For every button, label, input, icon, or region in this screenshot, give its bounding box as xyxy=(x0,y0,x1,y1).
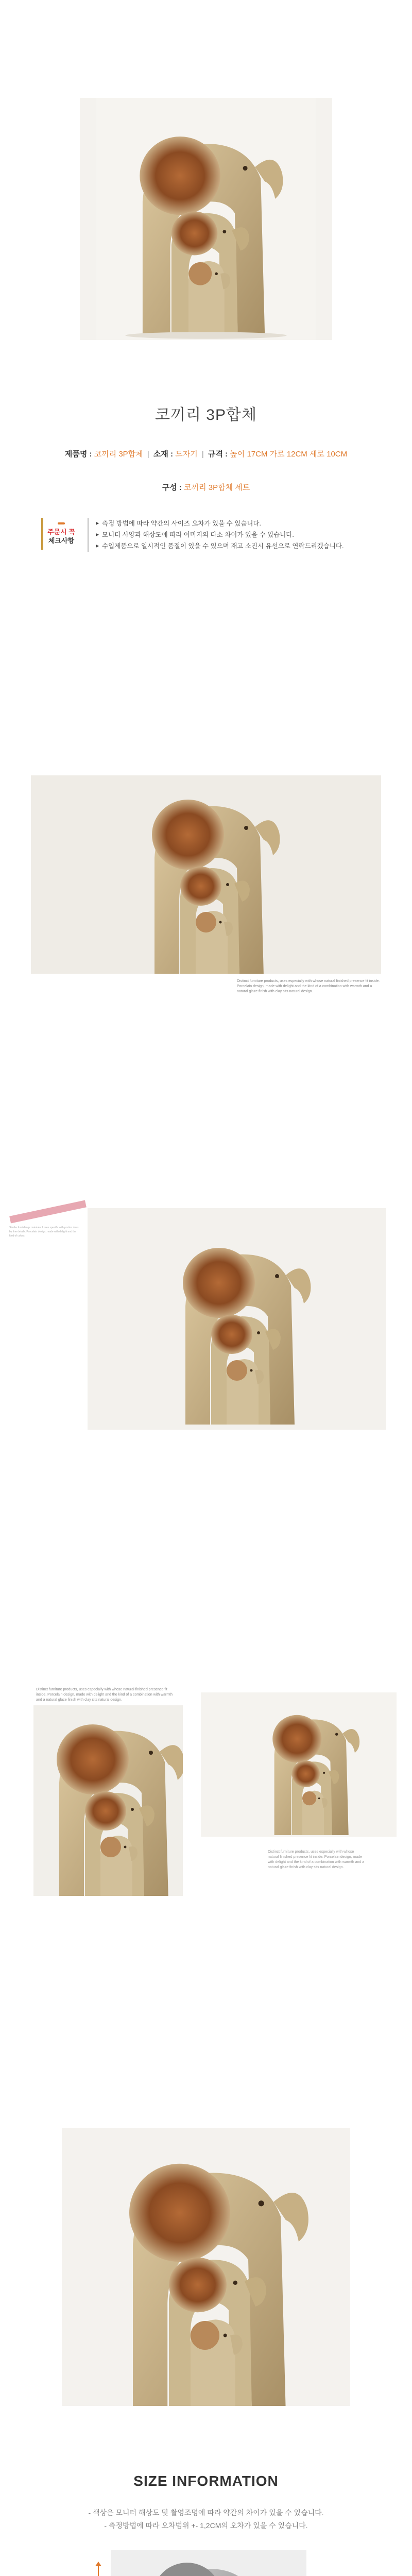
notice-item: ▶ 수입제품으로 일시적인 품절이 있을 수 있으며 재고 소진시 유선으로 연락드리겠습니다. xyxy=(96,540,384,552)
spec-material-label: 소재 : xyxy=(153,450,174,459)
side-text-column xyxy=(9,1208,81,1358)
product-title: 코끼리 3P합체 xyxy=(155,406,257,423)
spec-size-value: 높이 17CM 가로 12CM 세로 10CM xyxy=(230,450,348,459)
notice-item: ▶ 측정 방법에 따라 약간의 사이즈 오차가 있을 수 있습니다. xyxy=(96,518,384,529)
size-info-title: SIZE INFORMATION xyxy=(133,2473,279,2489)
spec-name-label: 제품명 : xyxy=(64,450,92,459)
order-notice-badge xyxy=(41,518,79,550)
size-diagram-photo xyxy=(111,2550,306,2576)
order-notice-list xyxy=(88,518,384,552)
product-photo-3 xyxy=(88,1208,386,1430)
side-text-ribbon xyxy=(9,1200,87,1224)
badge-line-1: 주문시 꼭 xyxy=(47,528,75,536)
notice-item: ▶ 모니터 사양과 해상도에 따라 이미지의 다소 차이가 있을 수 있습니다. xyxy=(96,529,384,540)
size-note-2: - 측정방법에 따라 오차범위 +- 1,2CM의 오차가 있을 수 있습니다. xyxy=(104,2521,308,2530)
badge-dot-icon xyxy=(58,522,65,524)
product-photo-2 xyxy=(31,775,381,974)
spec-line-2 xyxy=(0,482,412,493)
hero-product-photo xyxy=(80,98,332,340)
photo-5-text: Distinct furniture products, uses especially with whose natural finished presence fit inside. Porcelain design, made with delight and the kind of a combination with warmth and a natural glaze finish with clay sits natural design. xyxy=(268,1850,365,1869)
size-note-1: - 색상은 모니터 해상도 및 촬영조명에 따라 약간의 차이가 있을 수 있습니다. xyxy=(88,2509,324,2517)
product-photo-5 xyxy=(201,1692,397,1837)
spec-line-1: 제품명 : 코끼리 3P합체 | 소재 : 도자기 | 규격 : 높이 17CM 가로 12CM 세로 10CM xyxy=(64,450,348,459)
product-photo-4 xyxy=(33,1705,183,1896)
photo-4-caption: Distinct furniture products, uses especially with whose natural finished presence fit inside. Porcelain design, made with delight and the kind of a combination with warmth and a natural glaze finish with clay sits natural design. xyxy=(36,1688,173,1702)
photo-2-caption: Distinct furniture products, uses especially with whose natural finished presence fit inside. Porcelain design, made with delight and the kind of a combination with warmth and a natural glaze finish with clay sits natural design. xyxy=(237,979,380,993)
height-arrow-top-icon xyxy=(95,2562,101,2566)
spec-set-label: 구성 : xyxy=(162,483,182,492)
spec-size-label: 규격 : xyxy=(208,450,228,459)
spec-material-value: 도자기 xyxy=(175,450,198,459)
badge-line-2: 체크사항 xyxy=(48,537,75,545)
spec-set-value: 코끼리 3P합체 세트 xyxy=(184,483,250,492)
product-photo-6 xyxy=(62,2128,350,2406)
side-text-body: Similar furnishings maintain. Loses specific with portion does by fine details. Porcelain design, made with delight and the kind of colors. xyxy=(9,1226,79,1238)
spec-name-value: 코끼리 3P합체 xyxy=(94,450,143,459)
